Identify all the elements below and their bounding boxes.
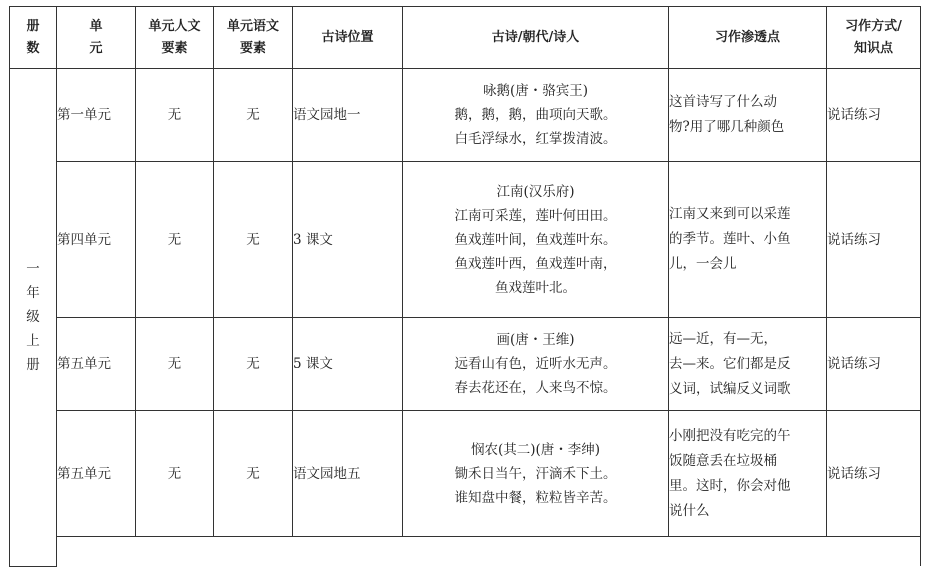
header-poem: 古诗/朝代/诗人 (403, 7, 669, 69)
table-row (10, 162, 921, 318)
header-volume: 册 数 (10, 7, 57, 69)
table-row-blank (10, 537, 921, 567)
method-cell: 说话练习 (827, 318, 921, 411)
table-row (10, 411, 921, 537)
header-method: 习作方式/ 知识点 (827, 7, 921, 69)
header-language: 单元语文 要素 (214, 7, 293, 69)
poem-table (9, 6, 921, 567)
method-cell: 说话练习 (827, 69, 921, 162)
poem-cell: 悯农(其二)(唐・李绅) 锄禾日当午，汗滴禾下土。 谁知盘中餐，粒粒皆辛苦。 (403, 411, 669, 537)
writing-point-cell: 江南又来到可以采莲 的季节。莲叶、小鱼 儿，一会儿 (669, 162, 827, 318)
header-row (10, 7, 921, 69)
header-writing-point: 习作渗透点 (669, 7, 827, 69)
language-cell: 无 (214, 411, 293, 537)
blank-cell (57, 537, 921, 567)
position-cell: 语文园地五 (293, 411, 403, 537)
position-cell: 5 课文 (293, 318, 403, 411)
unit-cell: 第五单元 (57, 318, 136, 411)
poem-cell: 画(唐・王维) 远看山有色，近听水无声。 春去花还在，人来鸟不惊。 (403, 318, 669, 411)
humanities-cell: 无 (136, 318, 214, 411)
volume-cell: 一 年 级 上 册 (10, 69, 57, 567)
header-position: 古诗位置 (293, 7, 403, 69)
language-cell: 无 (214, 318, 293, 411)
language-cell: 无 (214, 69, 293, 162)
position-cell: 3 课文 (293, 162, 403, 318)
method-cell: 说话练习 (827, 411, 921, 537)
header-humanities: 单元人文 要素 (136, 7, 214, 69)
unit-cell: 第四单元 (57, 162, 136, 318)
humanities-cell: 无 (136, 411, 214, 537)
table-row (10, 318, 921, 411)
humanities-cell: 无 (136, 162, 214, 318)
poem-cell: 咏鹅(唐・骆宾王) 鹅，鹅，鹅，曲项向天歌。 白毛浮绿水，红掌拨清波。 (403, 69, 669, 162)
writing-point-cell: 这首诗写了什么动 物?用了哪几种颜色 (669, 69, 827, 162)
method-cell: 说话练习 (827, 162, 921, 318)
poem-cell: 江南(汉乐府) 江南可采莲，莲叶何田田。 鱼戏莲叶间，鱼戏莲叶东。 鱼戏莲叶西，鱼戏莲叶南， 鱼戏莲叶北。 (403, 162, 669, 318)
header-unit: 单 元 (57, 7, 136, 69)
table-row (10, 69, 921, 162)
language-cell: 无 (214, 162, 293, 318)
humanities-cell: 无 (136, 69, 214, 162)
writing-point-cell: 远—近，有—无， 去—来。它们都是反 义词，试编反义词歌 (669, 318, 827, 411)
position-cell: 语文园地一 (293, 69, 403, 162)
unit-cell: 第五单元 (57, 411, 136, 537)
unit-cell: 第一单元 (57, 69, 136, 162)
writing-point-cell: 小刚把没有吃完的午 饭随意丢在垃圾桶 里。这时，你会对他 说什么 (669, 411, 827, 537)
